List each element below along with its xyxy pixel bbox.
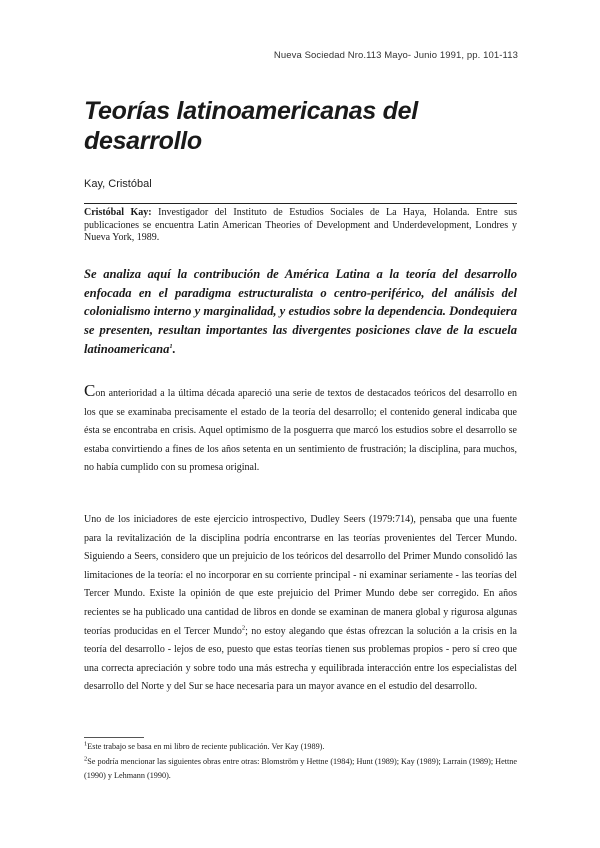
abstract-end: . [172,341,176,356]
footnote-2-mark: 2 [84,754,88,762]
article-title: Teorías latinoamericanas del desarrollo [84,97,418,155]
abstract [84,265,517,359]
footnotes [84,740,517,784]
author-bio [84,207,517,245]
bio-author-name: Cristóbal Kay: [84,207,152,218]
paragraph-1-text: on anterioridad a la última década apareció una serie de textos de destacados teóricos del desarrollo en los que se examinaba precisamente el estado de la teoría del desarrollo; el contenido general indicaba que ésta se encontraba en crisis. Aquel optimismo de la posguerra que marcó los estudios sobre el desarrollo se estaba convirtiendo a fines de los años setenta en un sentimiento de frustración; la disciplina, para muchos, no había cumplido con su promesa original. [84,388,517,474]
abstract-footnote-ref[interactable]: 1 [169,342,173,350]
abstract-text: Se analiza aquí la contribución de América Latina a la teoría del desarrollo enfocada en el paradigma estructuralista o centro-periférico, del análisis del colonialismo interno y marginalidad, y estudios sobre la dependencia. Dondequiera se presenten, resultan importantes las divergentes posiciones clave de la escuela latinoamericana [84,267,517,356]
paragraph-2-text-b: ; no estoy alegando que éstas ofrezcan la solución a la crisis en la teoría del desarrollo - lejos de eso, puesto que estas teorías tienen sus problemas propios - pero sí creo que una correcta apreciación y sobre todo una más estrecha y equilibrada interacción entre los especialistas del desarrollo del Norte y del Sur se hace necesaria para un mayor avance en el estudio del desarrollo. [84,625,517,693]
paragraph-2-footnote-ref[interactable]: 2 [241,624,246,632]
dropcap: C [84,381,96,400]
footnote-1-text: Este trabajo se basa en mi libro de reciente publicación. Ver Kay (1989). [87,742,325,751]
footnote-divider [84,737,144,738]
journal-header: Nueva Sociedad Nro.113 Mayo- Junio 1991, pp. 101-113 [273,50,518,61]
bio-text: Investigador del Instituto de Estudios Sociales de La Haya, Holanda. Entre sus publicaciones se encuentra Latin American Theories of Development and Underdevelopment, Londres y Nueva York, 1989. [84,207,518,243]
footnote-2-text: Se podría mencionar las siguientes obras entre otras: Blomström y Hettne (1984); Hunt (1989); Kay (1989); Larrain (1989); Hettne (1990) y Lehmann (1990). [84,756,517,780]
body-paragraph-2 [84,511,517,697]
footnote-1-mark: 1 [84,740,88,748]
bio-divider [84,203,517,204]
footnote-1 [84,740,517,755]
paragraph-2-text-a: Uno de los iniciadores de este ejercicio introspectivo, Dudley Seers (1979:714), pensaba que una fuente para la revitalización de la disciplina podría encontrarse en las teorías provenientes del Tercer Mundo. Siguiendo a Seers, considero que un prejuicio de los teóricos del desarrollo del Primer Mundo consolidó las limitaciones de la teoría: el no incorporar en su corriente principal - ni examinar seriamente - las teorías del Tercer Mundo. Existe la opinión de que este prejuicio del Primer Mundo debe ser corregido. En años recientes se ha publicado una cantidad de libros en donde se examinan de manera global y rigurosa algunas teorías producidas en el Tercer Mundo [84,514,517,637]
article-author: Kay, Cristóbal [84,178,152,190]
footnote-2 [84,755,517,784]
body-paragraph-1 [84,381,517,478]
